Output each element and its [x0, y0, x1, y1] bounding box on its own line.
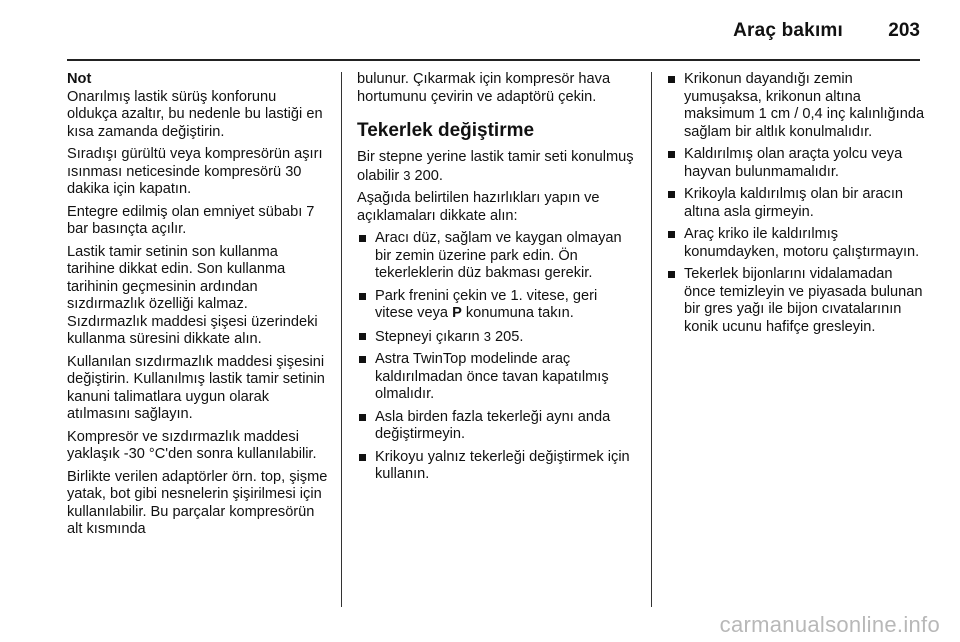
column-divider-2 [651, 72, 652, 607]
bullet-square-icon [359, 293, 366, 300]
list-item [357, 328, 637, 347]
paragraph: Onarılmış lastik sürüş konforunu oldukça azaltır, bu nedenle bu lastiği en kısa zamanda değiştirin. [67, 88, 323, 140]
header-divider [67, 59, 920, 61]
gear-position-p: P [452, 305, 462, 321]
list-item-text: Asla birden fazla tekerleği aynı anda değiştirmeyin. [375, 408, 611, 442]
paragraph-continuation: bulunur. Çıkarmak için kompresör hava hortumunu çevirin ve adaptörü çekin. [357, 71, 611, 105]
bullet-square-icon [668, 271, 675, 278]
list-item [666, 146, 926, 181]
column-3 [666, 71, 926, 341]
bullet-square-icon [668, 191, 675, 198]
list-item-text: konumuna takın. [461, 305, 574, 321]
list-item-text: Kaldırılmış olan araçta yolcu veya hayvan bulunmamalıdır. [684, 146, 903, 180]
list-item-text: Stepneyi çıkarın [375, 328, 484, 345]
note-heading: Not [67, 71, 92, 87]
list-item [357, 409, 637, 444]
paragraph: Birlikte verilen adaptörler örn. top, şişme yatak, bot gibi nesnelerin şişirilmesi için kullanılabilir. Bu parçalar kompresörün alt kısmında [67, 468, 328, 537]
page-ref-text: 205. [490, 328, 524, 345]
list-item [666, 226, 926, 261]
bullet-square-icon [359, 235, 366, 242]
page-ref-icon[interactable]: 3 [483, 328, 491, 344]
paragraph: Entegre edilmiş olan emniyet sübabı 7 bar basınçta açılır. [67, 203, 315, 237]
list-item [357, 230, 637, 283]
list-item [357, 288, 637, 323]
column-divider-1 [341, 72, 342, 607]
list-item-text: Park frenini çekin ve 1. vitese, geri vitese veya [375, 287, 598, 321]
list-item-text: Krikoyu yalnız tekerleği değiştirmek için kullanın. [375, 448, 630, 482]
column-1 [67, 71, 329, 544]
list-item [666, 71, 926, 141]
intro-paragraph-2: Aşağıda belirtilen hazırlıkları yapın ve açıklamaları dikkate alın: [357, 190, 600, 224]
watermark: carmanualsonline.info [719, 612, 940, 637]
list-item [357, 351, 637, 404]
intro-paragraph [357, 149, 637, 185]
page-header [0, 0, 960, 62]
list-item-text: Astra TwinTop modelinde araç kaldırılmadan önce tavan kapatılmış olmalıdır. [375, 351, 609, 402]
list-item-text: Krikoyla kaldırılmış olan bir aracın altına asla girmeyin. [684, 186, 903, 220]
list-item-text: Tekerlek bijonlarını vidalamadan önce temizleyin ve piyasada bulunan bir gres yağı ile bijon cıvatalarının konik ucunu hafifçe gresleyin. [684, 266, 923, 335]
bullet-square-icon [359, 454, 366, 461]
section-title: Tekerlek değiştirme [357, 120, 535, 141]
column-2 [357, 71, 637, 489]
list-item-text: Aracı düz, sağlam ve kaygan olmayan bir zemin üzerine park edin. Ön tekerleklerin düz bakması gerekir. [375, 230, 622, 281]
bullet-square-icon [359, 414, 366, 421]
preparation-list [357, 230, 637, 484]
page-ref-text: 200. [410, 167, 443, 184]
safety-list [666, 71, 926, 336]
paragraph: Sıradışı gürültü veya kompresörün aşırı ısınması neticesinde kompresörü 30 dakika için kapatın. [67, 146, 323, 197]
paragraph: Lastik tamir setinin son kullanma tarihine dikkat edin. Son kullanma tarihinin geçmesinin ardından sızdırmazlık özelliği kalmaz. Sızdırmazlık maddesi şişesi üzerindeki kullanma süresini dikkate alın. [67, 243, 318, 347]
list-item [666, 266, 926, 336]
list-item-text: Krikonun dayandığı zemin yumuşaksa, krikonun altına maksimum 1 cm / 0,4 inç kalınlığında sağlam bir altlık konulmalıdır. [684, 71, 925, 140]
paragraph: Kompresör ve sızdırmazlık maddesi yaklaşık -30 °C'den sonra kullanılabilir. [67, 428, 317, 462]
bullet-square-icon [668, 231, 675, 238]
bullet-square-icon [359, 356, 366, 363]
paragraph: Kullanılan sızdırmazlık maddesi şişesini değiştirin. Kullanılmış lastik tamir setinin kanuni talimatlara uygun olarak atılmasını sağlayın. [67, 353, 325, 422]
intro-text: Bir stepne yerine lastik tamir seti konulmuş olabilir [357, 149, 634, 184]
page-ref-icon[interactable]: 3 [403, 167, 411, 183]
bullet-square-icon [668, 151, 675, 158]
list-item [357, 449, 637, 484]
bullet-square-icon [359, 333, 366, 340]
bullet-square-icon [668, 76, 675, 83]
list-item [666, 186, 926, 221]
page-number: 203 [888, 20, 920, 41]
chapter-title: Araç bakımı [733, 20, 843, 41]
list-item-text: Araç kriko ile kaldırılmış konumdayken, motoru çalıştırmayın. [684, 226, 920, 260]
